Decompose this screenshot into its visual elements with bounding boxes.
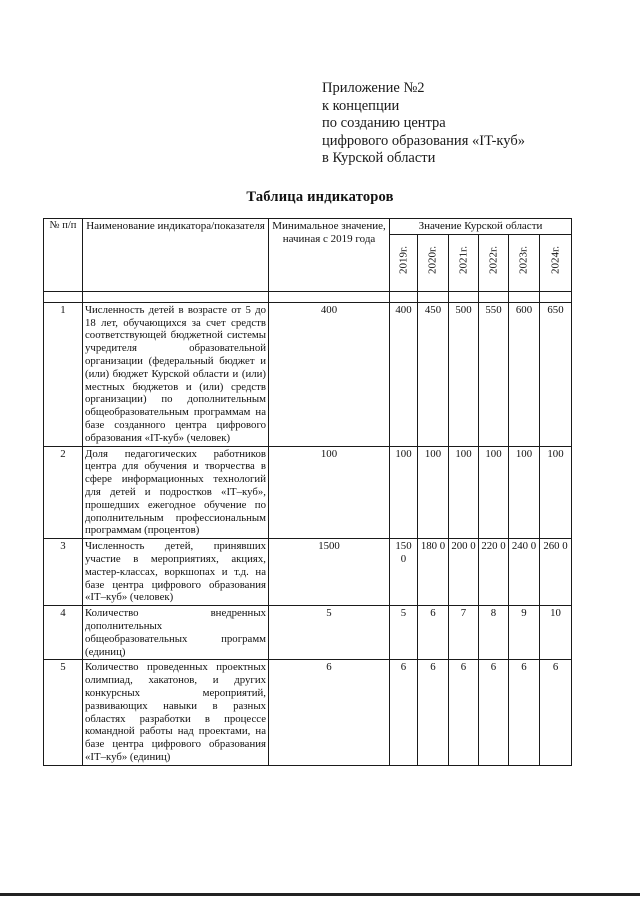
value-2020: 180 0 bbox=[418, 539, 449, 606]
header-year-2020: 2020г. bbox=[418, 234, 449, 291]
value-2022: 6 bbox=[479, 660, 509, 765]
table-row bbox=[44, 660, 572, 765]
value-2024: 10 bbox=[540, 606, 572, 660]
min-value: 5 bbox=[269, 606, 390, 660]
indicator-name: Численность детей, принявших участие в мероприятиях, акциях, мастер-классах, воркшопах и т.д. на базе центра цифрового образования «IT–куб» (человек) bbox=[83, 539, 269, 606]
value-2019: 6 bbox=[390, 660, 418, 765]
value-2019: 5 bbox=[390, 606, 418, 660]
row-number: 1 bbox=[44, 302, 83, 446]
min-value: 400 bbox=[269, 302, 390, 446]
value-2023: 240 0 bbox=[509, 539, 540, 606]
appendix-line-3: по созданию центра bbox=[322, 115, 446, 131]
value-2023: 6 bbox=[509, 660, 540, 765]
row-number: 4 bbox=[44, 606, 83, 660]
value-2023: 9 bbox=[509, 606, 540, 660]
value-2022: 550 bbox=[479, 302, 509, 446]
value-2021: 200 0 bbox=[449, 539, 479, 606]
header-year-2019: 2019г. bbox=[390, 234, 418, 291]
header-year-2022: 2022г. bbox=[479, 234, 509, 291]
value-2021: 500 bbox=[449, 302, 479, 446]
table-row bbox=[44, 606, 572, 660]
row-number: 2 bbox=[44, 446, 83, 539]
document-title: Таблица индикаторов bbox=[246, 189, 394, 205]
value-2022: 100 bbox=[479, 446, 509, 539]
value-2024: 260 0 bbox=[540, 539, 572, 606]
indicator-name: Количество проведенных проектных олимпиад, хакатонов, и других конкурсных мероприятий, развивающих навыки в разных областях разработки в процессе командной работы над проектами, на базе центра цифрового образования «IT–куб» (единиц) bbox=[83, 660, 269, 765]
value-2021: 7 bbox=[449, 606, 479, 660]
value-2020: 6 bbox=[418, 660, 449, 765]
value-2022: 220 0 bbox=[479, 539, 509, 606]
value-2019: 150 0 bbox=[390, 539, 418, 606]
header-year-2024: 2024г. bbox=[540, 234, 572, 291]
min-value: 1500 bbox=[269, 539, 390, 606]
page-bottom-edge bbox=[0, 893, 640, 896]
header-year-2023: 2023г. bbox=[509, 234, 540, 291]
table-row bbox=[44, 302, 572, 446]
value-2020: 450 bbox=[418, 302, 449, 446]
table-spacer-row bbox=[44, 291, 572, 302]
appendix-block bbox=[322, 80, 525, 168]
value-2019: 400 bbox=[390, 302, 418, 446]
indicator-name: Количество внедренных дополнительных общеобразовательных программ (единиц) bbox=[83, 606, 269, 660]
min-value: 100 bbox=[269, 446, 390, 539]
indicator-name: Доля педагогических работников центра для обучения и творчества в сфере информационных технологий для детей и подростков «IT–куб», прошедших ежегодное обучение по дополнительным профессиональным программам (процентов) bbox=[83, 446, 269, 539]
appendix-line-4: цифрового образования «IT-куб» bbox=[322, 132, 525, 149]
table-row bbox=[44, 446, 572, 539]
value-2024: 650 bbox=[540, 302, 572, 446]
header-year-2021: 2021г. bbox=[449, 234, 479, 291]
value-2023: 100 bbox=[509, 446, 540, 539]
appendix-line-5: в Курской области bbox=[322, 150, 436, 166]
value-2024: 6 bbox=[540, 660, 572, 765]
value-2021: 100 bbox=[449, 446, 479, 539]
table-row bbox=[44, 539, 572, 606]
appendix-line-1: Приложение №2 bbox=[322, 80, 425, 96]
header-number: № п/п bbox=[44, 219, 83, 292]
header-region-value: Значение Курской области bbox=[390, 219, 572, 235]
value-2020: 100 bbox=[418, 446, 449, 539]
row-number: 5 bbox=[44, 660, 83, 765]
value-2019: 100 bbox=[390, 446, 418, 539]
indicators-table bbox=[43, 218, 572, 766]
value-2021: 6 bbox=[449, 660, 479, 765]
value-2024: 100 bbox=[540, 446, 572, 539]
header-min-value: Минимальное значение, начиная с 2019 года bbox=[269, 219, 390, 292]
value-2023: 600 bbox=[509, 302, 540, 446]
row-number: 3 bbox=[44, 539, 83, 606]
min-value: 6 bbox=[269, 660, 390, 765]
appendix-line-2: к концепции bbox=[322, 97, 400, 114]
header-name: Наименование индикатора/показателя bbox=[83, 219, 269, 292]
value-2020: 6 bbox=[418, 606, 449, 660]
value-2022: 8 bbox=[479, 606, 509, 660]
indicator-name: Численность детей в возрасте от 5 до 18 лет, обучающихся за счет средств соответствующей бюджетной системы учредителя образовательной организации (федеральный бюджет и (или) бюджет Курской области и (или) местных бюджетов и (или) средств организации) по дополнительным общеобразовательным программам на базе созданного центра цифрового образования «IT-куб» (человек) bbox=[83, 302, 269, 446]
